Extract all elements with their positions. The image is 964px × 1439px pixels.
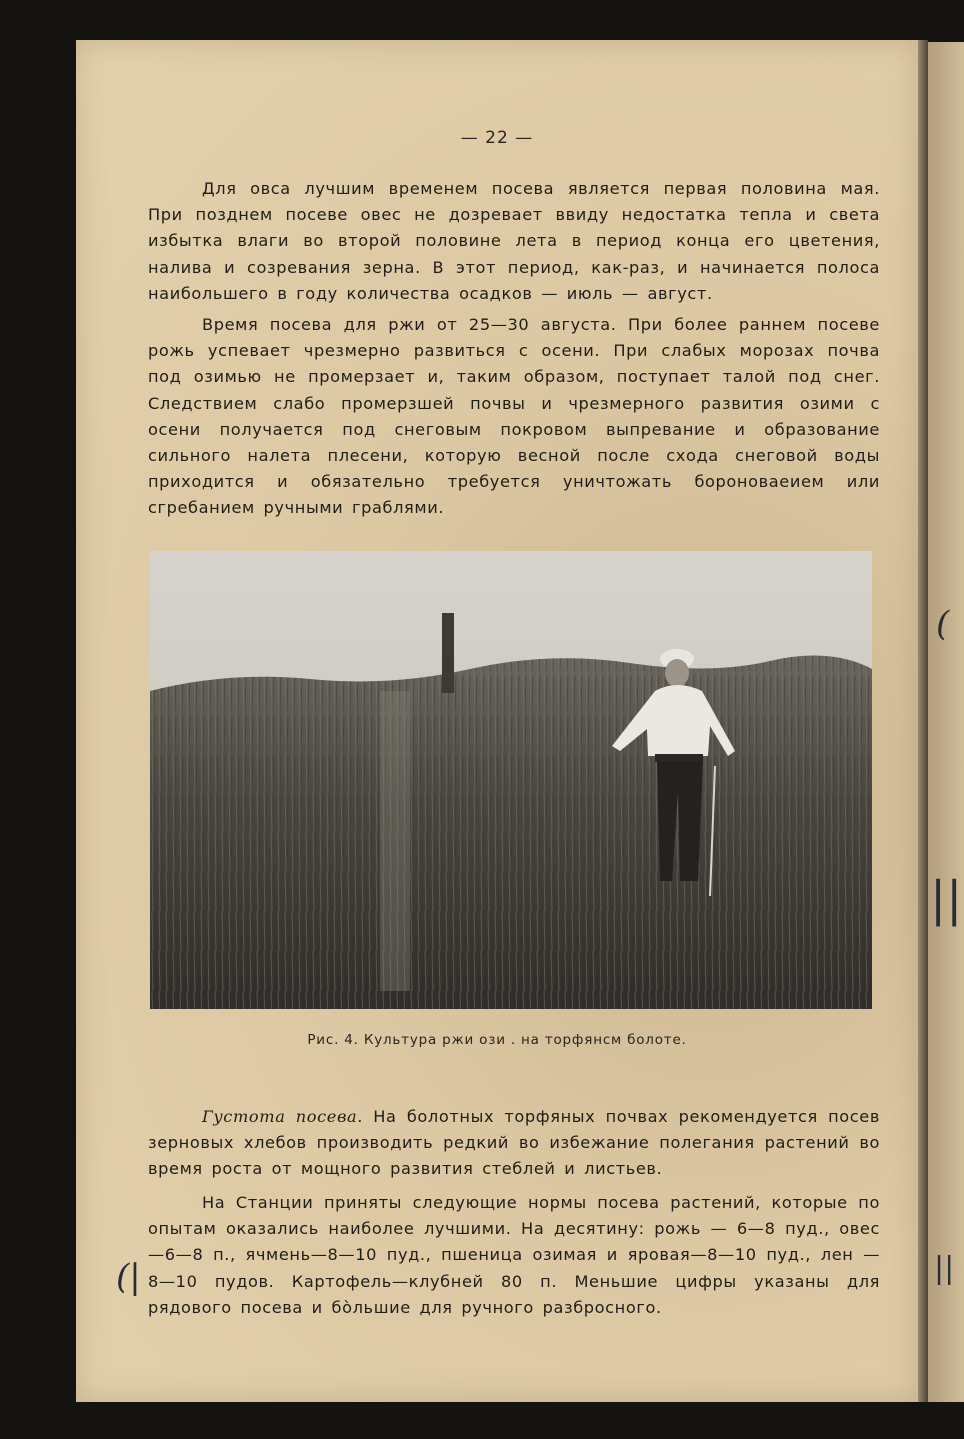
pencil-mark-right-1: (: [936, 604, 950, 644]
page-number: — 22 —: [460, 128, 534, 148]
figure-caption: Рис. 4. Культура ржи ози . на торфянсм болоте.: [307, 1032, 687, 1048]
rye-field-photo: [150, 551, 872, 1009]
paragraph-seeding-density-text: На болотных торфяных почвах рекомендуется посев зерновых хлебов производить редкий во избежание полегания растений во время роста от мощного развития стеблей и листьев.: [148, 1107, 880, 1179]
paragraph-rye-sowing: Время посева для ржи от 25—30 августа. При более раннем посеве рожь успевает чрезмерно развиться с осени. При слабых морозах почва под озимью не промерзает и, таким образом, поступает талой под снег. Следствием слабо промерзшей почвы и чрезмерного развития озими с осени получается под снеговым покровом выпревание и образование сильного налета плесени, которую весной после схода снеговой воды приходится и обязательно требуется уничтожать бороноваеием или сгребанием ручными граблями.: [148, 315, 880, 518]
pencil-mark-left: (|: [116, 1257, 141, 1297]
book-page: [76, 40, 918, 1402]
adjacent-page-edge: [928, 42, 964, 1402]
paragraph-seeding-norms: На Станции приняты следующие нормы посева растений, которые по опытам оказались наиболее лучшими. На десятину: рожь — 6—8 пуд., овес—6—8 п., ячмень—8—10 пуд., пшеница озимая и яровая—8—10 пуд., лен — 8—10 пудов. Картофель—клубней 80 п. Меньшие цифры указаны для рядового посева и бо̀льшие для ручного разбросного.: [148, 1193, 880, 1317]
paragraph-oat-sowing: Для овса лучшим временем посева является первая половина мая. При позднем посеве овес не дозревает ввиду недостатка тепла и света избытка влаги во второй половине лета в период конца его цветения, налива и созревания зерна. В этот период, как-раз, и начинается полоса наибольшего в году количества осадков — июль — август.: [148, 179, 880, 303]
section-heading-italic: Густота посева.: [202, 1107, 363, 1126]
paragraph-seeding-density: [148, 1104, 880, 1183]
pencil-mark-right-2: ||: [930, 871, 963, 927]
pencil-mark-right-3: ||: [934, 1251, 955, 1286]
book-spine: [918, 40, 928, 1402]
